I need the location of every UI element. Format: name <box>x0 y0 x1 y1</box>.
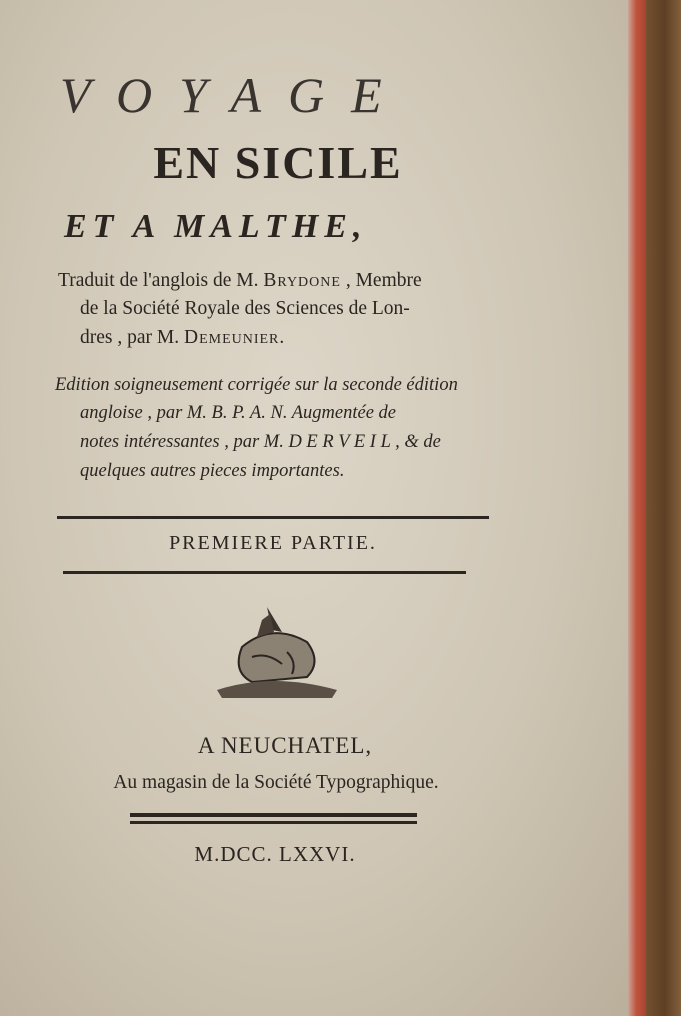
credit-text: dres , par M. <box>80 327 184 348</box>
edition-line-2: angloise , par M. B. P. A. N. Augmentée de <box>80 403 397 423</box>
translator-name: Demeunier <box>183 327 280 348</box>
credit-text: Traduit de l'anglois de M. <box>58 270 264 291</box>
credit-text: . <box>279 327 285 348</box>
title-voyage: VOYAGE <box>60 67 409 123</box>
edition-line-1: Edition soigneusement corrigée sur la seconde édition <box>55 375 458 395</box>
imprint-place: A NEUCHATEL, <box>197 733 373 758</box>
credit-line-2: de la Société Royale des Sciences de Lon- <box>80 298 410 319</box>
edition-line-3: notes intéressantes , par M. D E R V E I L , & de <box>80 432 441 452</box>
credit-line-3 <box>80 327 284 349</box>
author-name: Brydone <box>263 270 341 291</box>
credit-line-1 <box>58 270 422 292</box>
rule-bottom <box>63 571 466 574</box>
credit-text: , Membre <box>340 270 422 291</box>
title-en-sicile: EN SICILE <box>153 137 403 188</box>
part-heading: PREMIERE PARTIE. <box>169 532 377 554</box>
title-et-a-malthe: ET A MALTHE, <box>64 208 368 245</box>
imprint-publisher: Au magasin de la Société Typographique. <box>113 772 439 793</box>
wood-background <box>640 0 681 1016</box>
double-rule-2 <box>130 821 417 824</box>
red-page-edge <box>628 0 646 1016</box>
edition-line-4: quelques autres pieces importantes. <box>80 461 345 481</box>
double-rule-1 <box>130 813 417 817</box>
rule-top <box>57 516 489 519</box>
vignette-ornament <box>212 602 342 707</box>
imprint-year: M.DCC. LXXVI. <box>194 842 356 866</box>
